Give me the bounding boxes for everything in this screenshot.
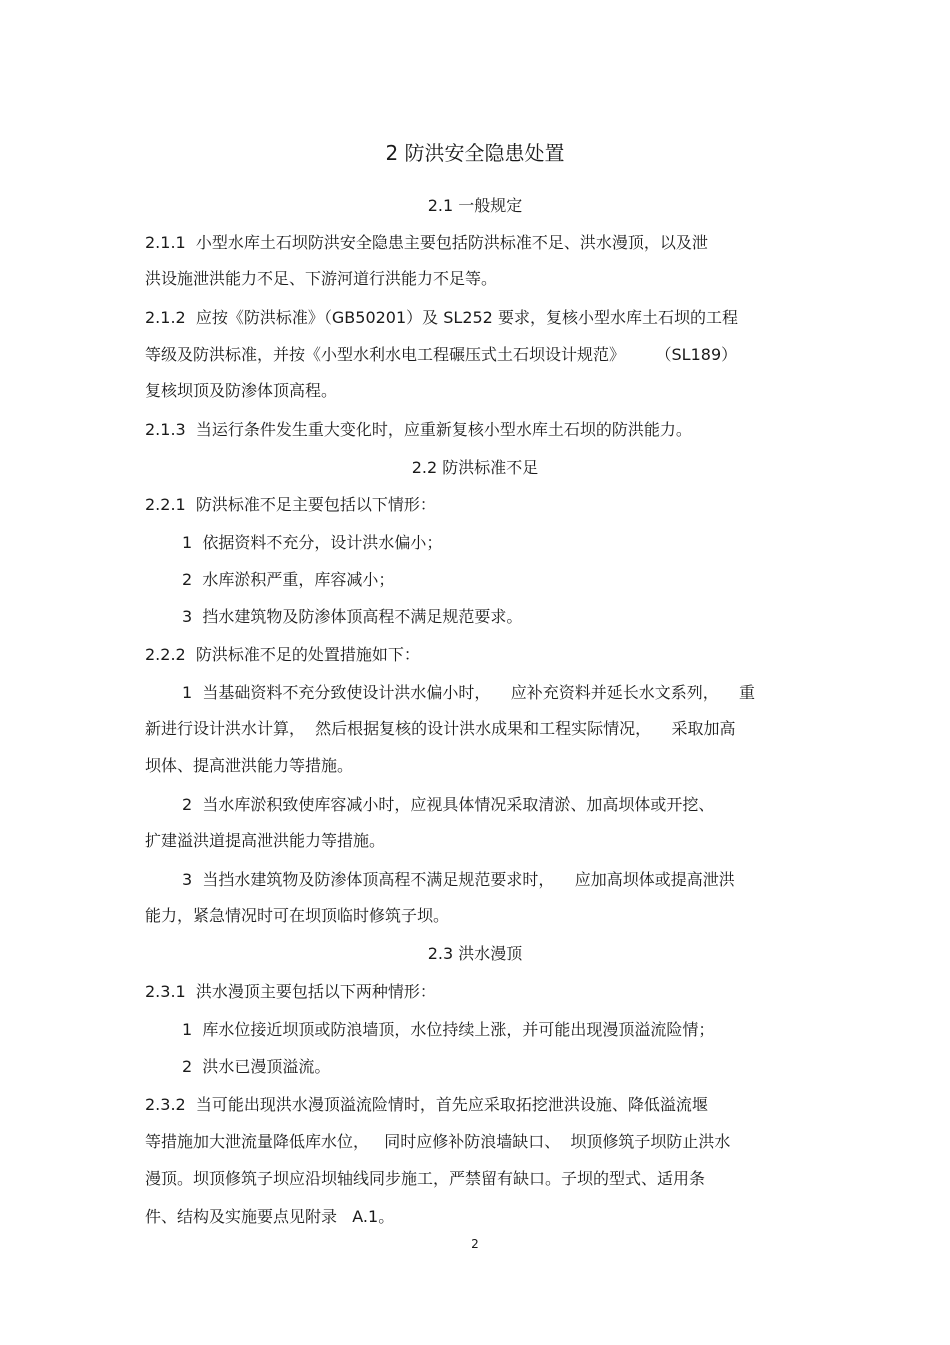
- list-item-continuation: 坝体、提高泄洪能力等措施。: [145, 756, 354, 775]
- list-item: 2 水库淤积严重，库容减小；: [182, 570, 395, 589]
- list-item: 3 当挡水建筑物及防渗体顶高程不满足规范要求时， 应加高坝体或提高泄洪: [182, 870, 735, 889]
- paragraph-2-1-2-line: 复核坝顶及防渗体顶高程。: [145, 381, 338, 400]
- section-heading-2-1: 2.1 一般规定: [427, 196, 523, 215]
- list-item: 1 依据资料不充分，设计洪水偏小；: [182, 533, 443, 552]
- list-item-continuation: 扩建溢洪道提高泄洪能力等措施。: [145, 831, 386, 850]
- section-heading-2-2: 2.2 防洪标准不足: [411, 458, 539, 477]
- section-heading-2-3: 2.3 洪水漫顶: [427, 944, 523, 963]
- paragraph-2-3-2-line: 2.3.2 当可能出现洪水漫顶溢流险情时，首先应采取拓挖泄洪设施、降低溢流堰: [145, 1095, 708, 1114]
- list-item: 2 洪水已漫顶溢流。: [182, 1057, 331, 1076]
- list-item: 2 当水库淤积致使库容减小时，应视具体情况采取清淤、加高坝体或开挖、: [182, 795, 715, 814]
- paragraph-2-1-2-line: 等级及防洪标准，并按《小型水利水电工程碾压式土石坝设计规范》 （SL189）: [145, 345, 738, 364]
- paragraph-2-1-3-line: 2.1.3 当运行条件发生重大变化时，应重新复核小型水库土石坝的防洪能力。: [145, 420, 692, 439]
- chapter-title: 2 防洪安全隐患处置: [385, 141, 565, 165]
- paragraph-2-1-2-line: 2.1.2 应按《防洪标准》（GB50201）及 SL252 要求，复核小型水库土石坝的工程: [145, 308, 738, 327]
- paragraph-2-3-2-line: 件、结构及实施要点见附录 A.1。: [145, 1207, 395, 1226]
- list-item: 1 库水位接近坝顶或防浪墙顶，水位持续上涨，并可能出现漫顶溢流险情；: [182, 1020, 715, 1039]
- paragraph-2-1-1-line: 2.1.1 小型水库土石坝防洪安全隐患主要包括防洪标准不足、洪水漫顶，以及泄: [145, 233, 708, 252]
- paragraph-2-1-1-line: 洪设施泄洪能力不足、下游河道行洪能力不足等。: [145, 269, 498, 288]
- page-number: 2: [471, 1237, 479, 1251]
- list-item-continuation: 能力，紧急情况时可在坝顶临时修筑子坝。: [145, 906, 450, 925]
- list-item-continuation: 新进行设计洪水计算， 然后根据复核的设计洪水成果和工程实际情况， 采取加高: [145, 719, 736, 738]
- paragraph-2-3-1-line: 2.3.1 洪水漫顶主要包括以下两种情形：: [145, 982, 436, 1001]
- paragraph-2-2-2-line: 2.2.2 防洪标准不足的处置措施如下：: [145, 645, 420, 664]
- paragraph-2-2-1-line: 2.2.1 防洪标准不足主要包括以下情形：: [145, 495, 436, 514]
- list-item: 1 当基础资料不充分致使设计洪水偏小时， 应补充资料并延长水文系列， 重: [182, 683, 756, 702]
- paragraph-2-3-2-line: 等措施加大泄流量降低库水位， 同时应修补防浪墙缺口、 坝顶修筑子坝防止洪水: [145, 1132, 731, 1151]
- paragraph-2-3-2-line: 漫顶。坝顶修筑子坝应沿坝轴线同步施工，严禁留有缺口。子坝的型式、适用条: [145, 1169, 706, 1188]
- list-item: 3 挡水建筑物及防渗体顶高程不满足规范要求。: [182, 607, 523, 626]
